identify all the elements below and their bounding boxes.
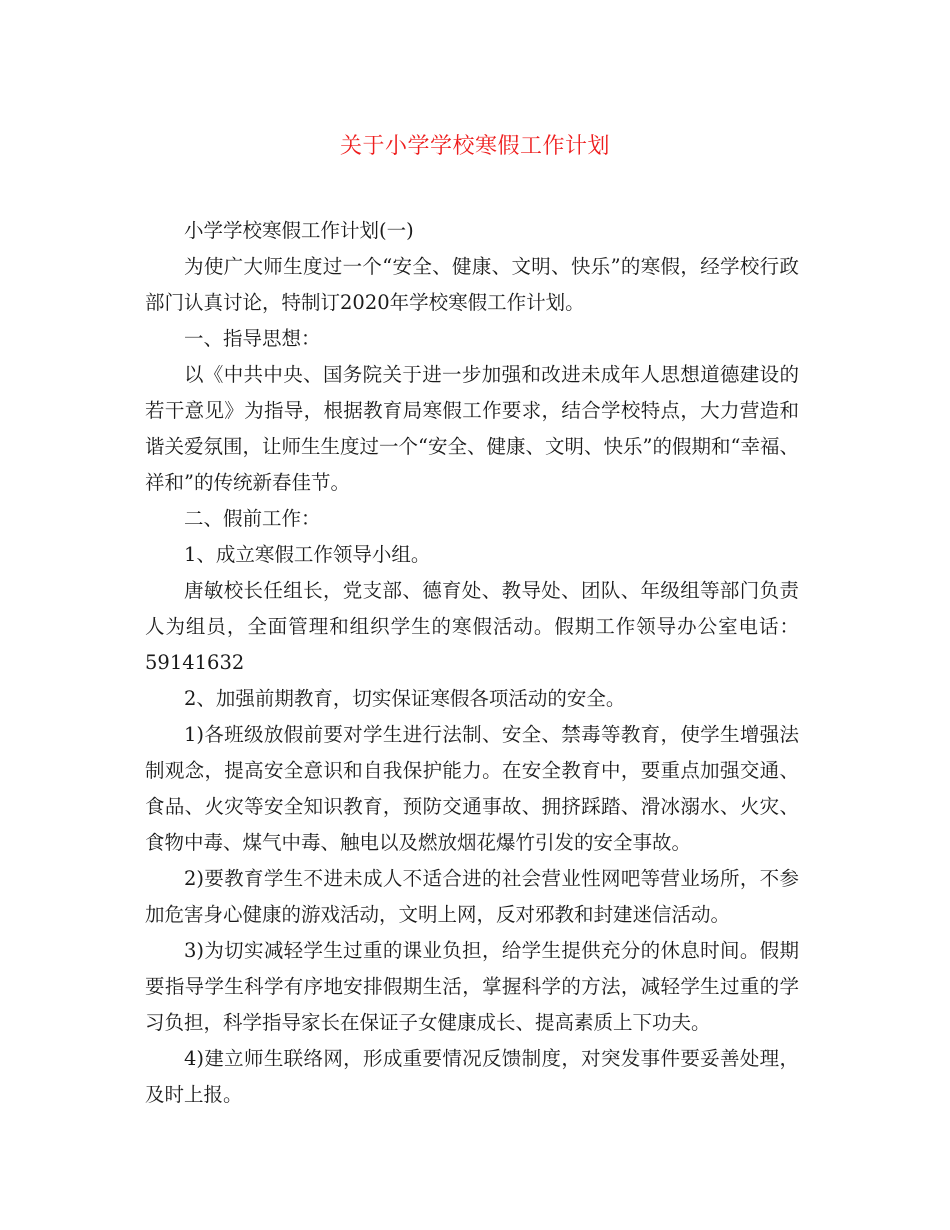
safety-education-point-2: 2)要教育学生不进未成人不适合进的社会营业性网吧等营业场所，不参加危害身心健康的游戏活动，文明上网，反对邪教和封建迷信活动。 [145, 867, 799, 926]
safety-education-point-4: 4)建立师生联络网，形成重要情况反馈制度，对突发事件要妥善处理，及时上报。 [145, 1047, 799, 1106]
item-heading-safety-education: 2、加强前期教育，切实保证寒假各项活动的安全。 [184, 687, 626, 710]
document-body [145, 213, 799, 1113]
document-title: 关于小学学校寒假工作计划 [339, 134, 610, 159]
safety-education-point-3: 3)为切实减轻学生过重的课业负担，给学生提供充分的休息时间。假期要指导学生科学有序地安排假期生活，掌握科学的方法，减轻学生过重的学习负担，科学指导家长在保证子女健康成长、提高素质上下功夫。 [145, 939, 799, 1034]
section-heading-pre-holiday-work: 二、假前工作： [184, 507, 321, 530]
item-heading-leadership-group: 1、成立寒假工作领导小组。 [184, 543, 431, 566]
leadership-group-paragraph: 唐敏校长任组长，党支部、德育处、教导处、团队、年级组等部门负责人为组员，全面管理和组织学生的寒假活动。假期工作领导办公室电话：59141632 [145, 579, 799, 674]
safety-education-point-1: 1)各班级放假前要对学生进行法制、安全、禁毒等教育，使学生增强法制观念，提高安全意识和自我保护能力。在安全教育中，要重点加强交通、食品、火灾等安全知识教育，预防交通事故、拥挤踩踏、滑冰溺水、火灾、食物中毒、煤气中毒、触电以及燃放烟花爆竹引发的安全事故。 [145, 723, 799, 854]
guiding-ideas-paragraph: 以《中共中央、国务院关于进一步加强和改进未成年人思想道德建设的若干意见》为指导，根据教育局寒假工作要求，结合学校特点，大力营造和谐关爱氛围，让师生生度过一个“安全、健康、文明、快乐”的假期和“幸福、祥和”的传统新春佳节。 [145, 363, 799, 494]
section-heading-guiding-ideas: 一、指导思想： [184, 327, 321, 350]
intro-paragraph: 为使广大师生度过一个“安全、健康、文明、快乐”的寒假，经学校行政部门认真讨论，特制订2020年学校寒假工作计划。 [145, 255, 799, 314]
section-subtitle: 小学学校寒假工作计划(一) [184, 219, 414, 242]
